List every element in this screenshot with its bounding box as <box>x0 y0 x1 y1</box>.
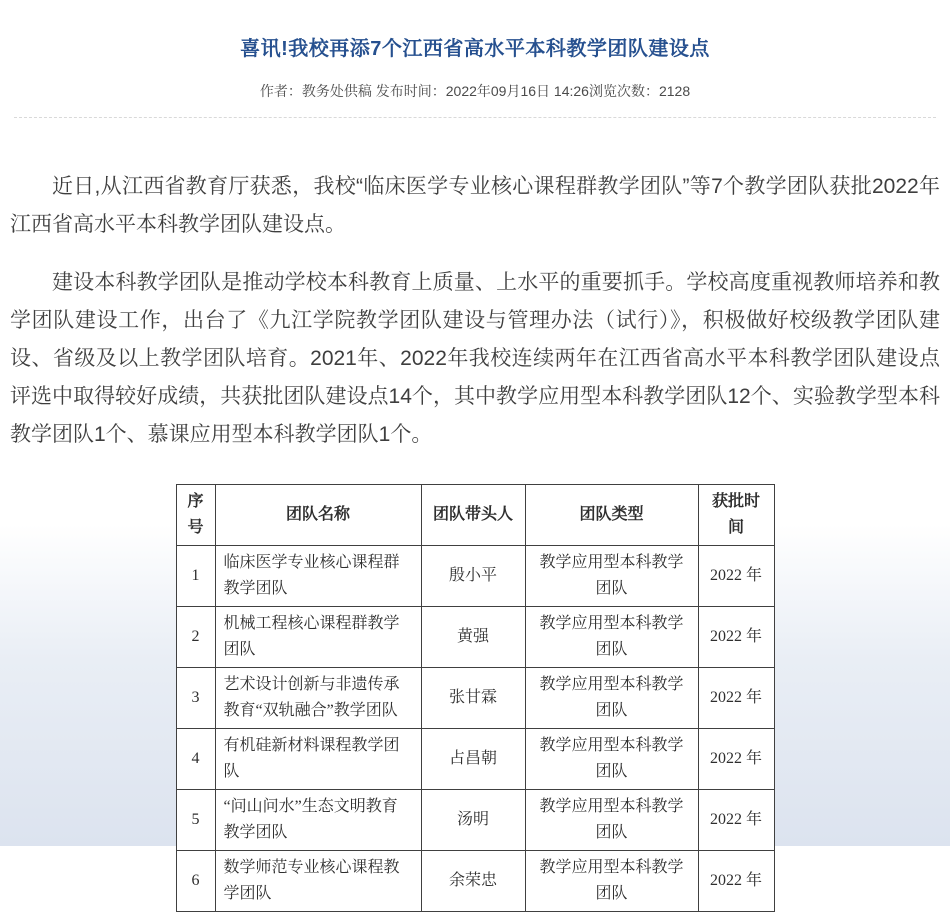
paragraph-1: 近日,从江西省教育厅获悉，我校“临床医学专业核心课程群教学团队”等7个教学团队获批2022年江西省高水平本科教学团队建设点。 <box>10 175 940 236</box>
cell-year: 2022 年 <box>698 851 774 912</box>
meta-views-label: 浏览次数： <box>588 83 659 99</box>
meta-author-label: 作者： <box>259 83 302 99</box>
cell-lead: 占昌朝 <box>421 729 525 790</box>
cell-year: 2022 年 <box>698 668 774 729</box>
article-meta <box>10 81 940 101</box>
cell-year: 2022 年 <box>698 607 774 668</box>
table-header-no: 序号 <box>176 485 215 546</box>
header-divider <box>14 117 936 118</box>
teams-table <box>176 484 775 912</box>
table-row <box>176 790 774 851</box>
meta-author-value: 教务处供稿 <box>301 83 372 99</box>
cell-no: 3 <box>176 668 215 729</box>
table-row <box>176 668 774 729</box>
cell-type: 教学应用型本科教学团队 <box>525 790 698 851</box>
cell-year: 2022 年 <box>698 546 774 607</box>
cell-name: 艺术设计创新与非遗传承教育“双轨融合”教学团队 <box>215 668 421 729</box>
cell-no: 5 <box>176 790 215 851</box>
table-header-type: 团队类型 <box>525 485 698 546</box>
cell-name: 机械工程核心课程群教学团队 <box>215 607 421 668</box>
cell-year: 2022 年 <box>698 729 774 790</box>
article-body <box>10 168 940 454</box>
table-row <box>176 729 774 790</box>
cell-no: 2 <box>176 607 215 668</box>
table-header-lead: 团队带头人 <box>421 485 525 546</box>
table-header-name: 团队名称 <box>215 485 421 546</box>
cell-name: “问山问水”生态文明教育教学团队 <box>215 790 421 851</box>
cell-type: 教学应用型本科教学团队 <box>525 729 698 790</box>
cell-lead: 张甘霖 <box>421 668 525 729</box>
cell-type: 教学应用型本科教学团队 <box>525 851 698 912</box>
cell-type: 教学应用型本科教学团队 <box>525 607 698 668</box>
table-row <box>176 546 774 607</box>
cell-lead: 余荣忠 <box>421 851 525 912</box>
article-title: 喜讯!我校再添7个江西省高水平本科教学团队建设点 <box>240 38 710 60</box>
meta-views-value: 2128 <box>658 83 691 99</box>
cell-lead: 汤明 <box>421 790 525 851</box>
cell-name: 临床医学专业核心课程群教学团队 <box>215 546 421 607</box>
cell-no: 1 <box>176 546 215 607</box>
table-row <box>176 851 774 912</box>
cell-type: 教学应用型本科教学团队 <box>525 668 698 729</box>
table-header-year: 获批时间 <box>698 485 774 546</box>
cell-lead: 殷小平 <box>421 546 525 607</box>
paragraph-2: 建设本科教学团队是推动学校本科教育上质量、上水平的重要抓手。学校高度重视教师培养和教学团队建设工作，出台了《九江学院教学团队建设与管理办法（试行）》，积极做好校级教学团队建设、省级及以上教学团队培育。2021年、2022年我校连续两年在江西省高水平本科教学团队建设点评选中取得较好成绩，共获批团队建设点14个，其中教学应用型本科教学团队12个、实验教学型本科教学团队1个、慕课应用型本科教学团队1个。 <box>10 271 940 446</box>
cell-no: 6 <box>176 851 215 912</box>
cell-lead: 黄强 <box>421 607 525 668</box>
cell-year: 2022 年 <box>698 790 774 851</box>
cell-type: 教学应用型本科教学团队 <box>525 546 698 607</box>
cell-name: 数学师范专业核心课程教学团队 <box>215 851 421 912</box>
table-row <box>176 607 774 668</box>
cell-no: 4 <box>176 729 215 790</box>
article-header <box>10 0 940 101</box>
table-header-row <box>176 485 774 546</box>
meta-time-value: 2022年09月16日 14:26 <box>445 83 589 99</box>
cell-name: 有机硅新材料课程教学团队 <box>215 729 421 790</box>
meta-time-label: 发布时间： <box>375 83 446 99</box>
